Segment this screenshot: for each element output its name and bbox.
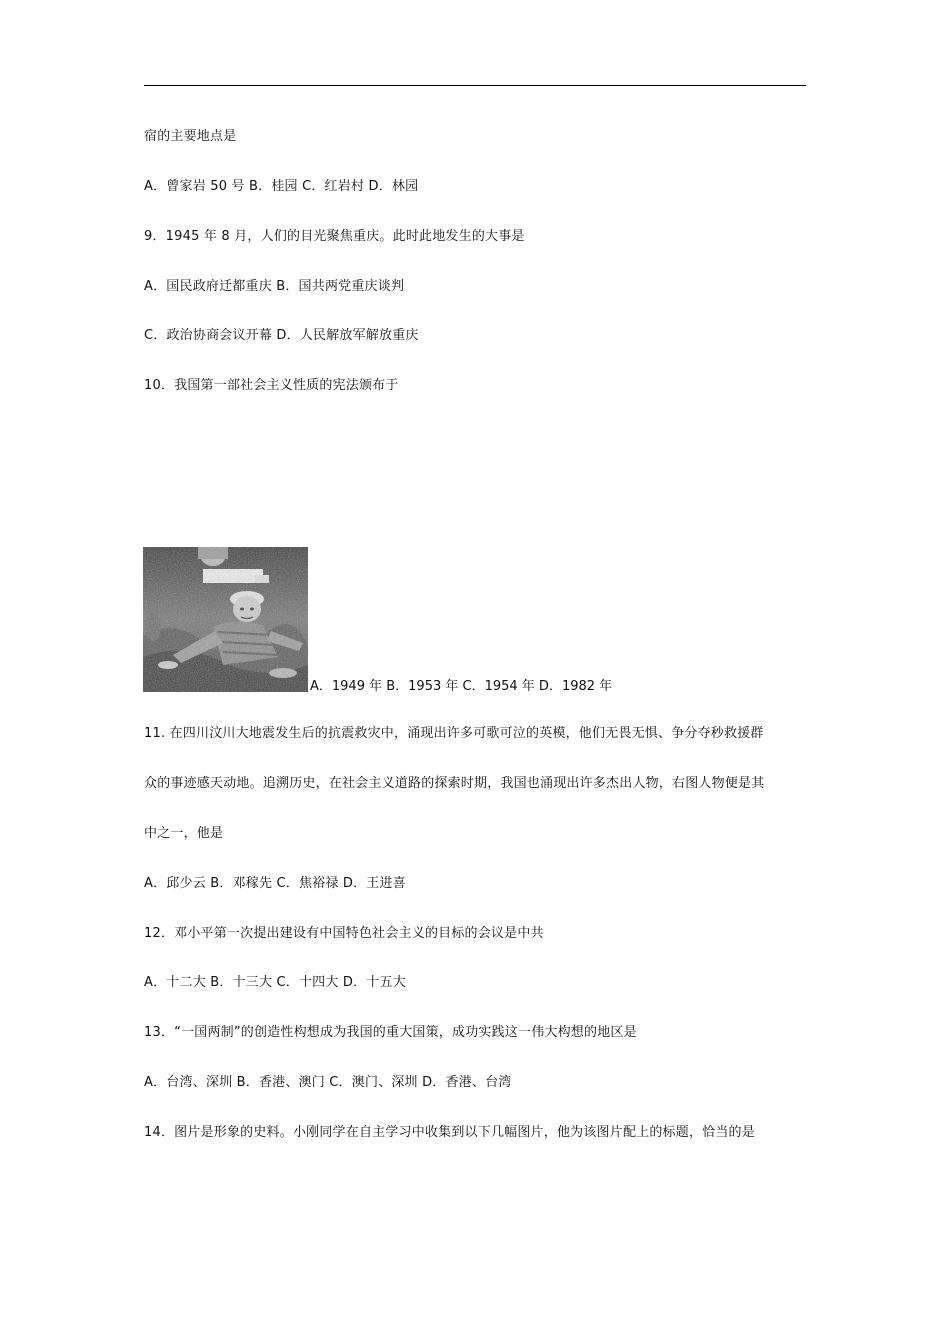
question-12-options: A．十二大 B．十三大 C．十四大 D．十五大 — [144, 975, 406, 990]
question-8-stem-continued: 宿的主要地点是 — [144, 129, 237, 144]
question-11-stem-line1: 11. 在四川汶川大地震发生后的抗震救灾中，涌现出许多可歌可泣的英模，他们无畏无惧、争分夺秒救援群 — [144, 726, 764, 741]
question-10-options: A．1949 年 B．1953 年 C．1954 年 D．1982 年 — [310, 679, 613, 694]
question-13-options: A．台湾、深圳 B．香港、澳门 C．澳门、深圳 D．香港、台湾 — [144, 1075, 512, 1090]
question-11-stem-line3: 中之一，他是 — [144, 826, 224, 841]
question-13-stem: 13．“一国两制”的创造性构想成为我国的重大国策，成功实践这一伟大构想的地区是 — [144, 1025, 637, 1040]
question-11-options: A．邱少云 B．邓稼先 C．焦裕禄 D．王进喜 — [144, 876, 406, 891]
header-rule — [144, 85, 806, 86]
question-14-stem: 14．图片是形象的史料。小刚同学在自主学习中收集到以下几幅图片，他为该图片配上的标题，恰当的是 — [144, 1125, 755, 1140]
question-12-stem: 12．邓小平第一次提出建设有中国特色社会主义的目标的会议是中共 — [144, 926, 544, 941]
question-9-stem: 9．1945 年 8 月，人们的目光聚焦重庆。此时此地发生的大事是 — [144, 229, 525, 244]
question-9-options-ab: A．国民政府迁都重庆 B．国共两党重庆谈判 — [144, 279, 405, 294]
question-8-options: A．曾家岩 50 号 B．桂园 C．红岩村 D．林园 — [144, 179, 419, 194]
historical-photo — [143, 547, 308, 692]
question-9-options-cd: C．政治协商会议开幕 D．人民解放军解放重庆 — [144, 328, 419, 343]
question-11-stem-line2: 众的事迹感天动地。追溯历史，在社会主义道路的探索时期，我国也涌现出许多杰出人物，右图人物便是其 — [144, 776, 765, 791]
question-10-stem: 10．我国第一部社会主义性质的宪法颁布于 — [144, 378, 399, 393]
